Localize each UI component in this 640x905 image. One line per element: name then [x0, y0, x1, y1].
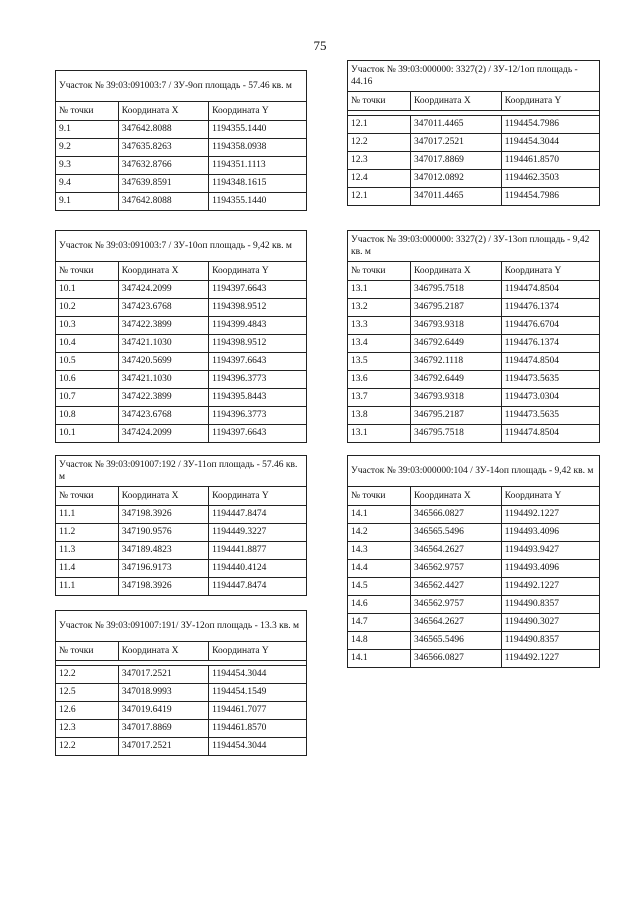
table-header-row [348, 92, 600, 111]
table-title: Участок № 39:03:091007:192 / ЗУ-11оп площадь - 57.46 кв. м [56, 456, 307, 487]
y-cell: 1194476.1374 [501, 299, 599, 317]
point-cell: 10.6 [56, 371, 119, 389]
table-row [56, 425, 307, 443]
table-row [56, 281, 307, 299]
table-row [56, 702, 307, 720]
table-row [56, 121, 307, 139]
x-cell: 346562.9757 [411, 560, 502, 578]
table-row [56, 175, 307, 193]
x-cell: 346792.6449 [411, 371, 502, 389]
x-cell: 347198.3926 [118, 578, 208, 596]
table-row [56, 389, 307, 407]
table-row [348, 542, 600, 560]
point-cell: 9.1 [56, 193, 119, 211]
y-cell: 1194454.1549 [209, 684, 307, 702]
x-cell: 346564.2627 [411, 614, 502, 632]
column-header-x: Координата X [411, 262, 502, 281]
y-cell: 1194493.9427 [501, 542, 599, 560]
y-cell: 1194396.3773 [209, 407, 307, 425]
plot-table-zu14 [347, 455, 600, 668]
table-row [56, 684, 307, 702]
table-row [348, 188, 600, 206]
y-cell: 1194462.3503 [501, 170, 599, 188]
x-cell: 347196.9173 [118, 560, 208, 578]
x-cell: 347422.3899 [118, 389, 208, 407]
plot-table-zu12-191 [55, 610, 307, 756]
y-cell: 1194454.3044 [501, 134, 599, 152]
column-header-y: Координата Y [501, 92, 599, 111]
y-cell: 1194476.6704 [501, 317, 599, 335]
table-row [348, 116, 600, 134]
x-cell: 347017.8869 [411, 152, 502, 170]
table-header-row [56, 487, 307, 506]
y-cell: 1194351.1113 [209, 157, 307, 175]
point-cell: 10.4 [56, 335, 119, 353]
x-cell: 347422.3899 [118, 317, 208, 335]
column-header-point: № точки [348, 92, 411, 111]
x-cell: 347635.8263 [118, 139, 208, 157]
table-row [56, 524, 307, 542]
y-cell: 1194358.0938 [209, 139, 307, 157]
column-header-point: № точки [56, 487, 119, 506]
y-cell: 1194398.9512 [209, 299, 307, 317]
plot-table-zu9 [55, 70, 307, 211]
y-cell: 1194440.4124 [209, 560, 307, 578]
point-cell: 14.6 [348, 596, 411, 614]
x-cell: 347017.2521 [118, 666, 208, 684]
y-cell: 1194398.9512 [209, 335, 307, 353]
point-cell: 9.2 [56, 139, 119, 157]
point-cell: 10.8 [56, 407, 119, 425]
table-title: Участок № 39:03:000000:104 / ЗУ-14оп площадь - 9,42 кв. м [348, 456, 600, 487]
y-cell: 1194474.8504 [501, 281, 599, 299]
x-cell: 347632.8766 [118, 157, 208, 175]
y-cell: 1194476.1374 [501, 335, 599, 353]
x-cell: 346565.5496 [411, 632, 502, 650]
x-cell: 347198.3926 [118, 506, 208, 524]
x-cell: 346562.4427 [411, 578, 502, 596]
column-header-point: № точки [56, 102, 119, 121]
y-cell: 1194474.8504 [501, 425, 599, 443]
table-row [56, 193, 307, 211]
y-cell: 1194492.1227 [501, 578, 599, 596]
point-cell: 12.4 [348, 170, 411, 188]
column-header-y: Координата Y [501, 487, 599, 506]
point-cell: 13.1 [348, 281, 411, 299]
point-cell: 10.7 [56, 389, 119, 407]
column-header-x: Координата X [118, 487, 208, 506]
table-row [348, 407, 600, 425]
point-cell: 11.2 [56, 524, 119, 542]
table-row [56, 542, 307, 560]
point-cell: 12.1 [348, 116, 411, 134]
point-cell: 9.3 [56, 157, 119, 175]
x-cell: 346795.7518 [411, 425, 502, 443]
x-cell: 347423.6768 [118, 407, 208, 425]
point-cell: 14.8 [348, 632, 411, 650]
x-cell: 347017.2521 [411, 134, 502, 152]
x-cell: 347420.5699 [118, 353, 208, 371]
point-cell: 10.2 [56, 299, 119, 317]
x-cell: 347019.6419 [118, 702, 208, 720]
y-cell: 1194355.1440 [209, 121, 307, 139]
column-header-y: Координата Y [209, 102, 307, 121]
point-cell: 12.2 [56, 666, 119, 684]
point-cell: 11.1 [56, 578, 119, 596]
plot-table-zu11 [55, 455, 307, 596]
table-row [348, 299, 600, 317]
table-header-row [56, 262, 307, 281]
table-header-row [56, 102, 307, 121]
x-cell: 346795.2187 [411, 407, 502, 425]
point-cell: 10.1 [56, 281, 119, 299]
x-cell: 346792.1118 [411, 353, 502, 371]
point-cell: 13.3 [348, 317, 411, 335]
page-number: 75 [313, 38, 327, 53]
x-cell: 346564.2627 [411, 542, 502, 560]
x-cell: 347011.4465 [411, 188, 502, 206]
x-cell: 346795.2187 [411, 299, 502, 317]
point-cell: 12.5 [56, 684, 119, 702]
column-header-x: Координата X [411, 92, 502, 111]
table-row [348, 317, 600, 335]
y-cell: 1194447.8474 [209, 578, 307, 596]
x-cell: 347642.8088 [118, 193, 208, 211]
y-cell: 1194461.8570 [209, 720, 307, 738]
table-title: Участок № 39:03:000000: 3327(2) / ЗУ-12/1оп площадь - 44.16 [348, 61, 600, 92]
point-cell: 14.3 [348, 542, 411, 560]
point-cell: 13.6 [348, 371, 411, 389]
point-cell: 14.5 [348, 578, 411, 596]
table-title: Участок № 39:03:091003:7 / ЗУ-9оп площадь - 57.46 кв. м [56, 71, 307, 102]
table-row [56, 720, 307, 738]
x-cell: 347018.9993 [118, 684, 208, 702]
table-row [348, 614, 600, 632]
x-cell: 346793.9318 [411, 389, 502, 407]
table-row [348, 650, 600, 668]
point-cell: 10.3 [56, 317, 119, 335]
x-cell: 347639.8591 [118, 175, 208, 193]
y-cell: 1194454.7986 [501, 188, 599, 206]
y-cell: 1194395.8443 [209, 389, 307, 407]
point-cell: 13.7 [348, 389, 411, 407]
x-cell: 347189.4823 [118, 542, 208, 560]
table-row [348, 170, 600, 188]
plot-table-zu10 [55, 230, 307, 443]
point-cell: 13.1 [348, 425, 411, 443]
column-header-x: Координата X [411, 487, 502, 506]
table-row [56, 666, 307, 684]
table-header-row [56, 642, 307, 661]
y-cell: 1194490.8357 [501, 632, 599, 650]
table-row [56, 371, 307, 389]
plot-table-zu13 [347, 230, 600, 443]
table-row [56, 738, 307, 756]
table-row [56, 317, 307, 335]
point-cell: 9.1 [56, 121, 119, 139]
x-cell: 346562.9757 [411, 596, 502, 614]
table-row [348, 578, 600, 596]
point-cell: 11.4 [56, 560, 119, 578]
table-title: Участок № 39:03:091003:7 / ЗУ-10оп площадь - 9,42 кв. м [56, 231, 307, 262]
table-row [348, 152, 600, 170]
x-cell: 346793.9318 [411, 317, 502, 335]
table-row [56, 578, 307, 596]
x-cell: 346566.0827 [411, 506, 502, 524]
table-row [348, 353, 600, 371]
x-cell: 346795.7518 [411, 281, 502, 299]
table-row [348, 560, 600, 578]
table-row [348, 632, 600, 650]
y-cell: 1194473.0304 [501, 389, 599, 407]
point-cell: 13.4 [348, 335, 411, 353]
table-row [56, 139, 307, 157]
column-header-y: Координата Y [501, 262, 599, 281]
x-cell: 347017.8869 [118, 720, 208, 738]
y-cell: 1194474.8504 [501, 353, 599, 371]
x-cell: 346792.6449 [411, 335, 502, 353]
column-header-y: Координата Y [209, 262, 307, 281]
column-header-x: Координата X [118, 262, 208, 281]
point-cell: 9.4 [56, 175, 119, 193]
y-cell: 1194397.6643 [209, 281, 307, 299]
y-cell: 1194399.4843 [209, 317, 307, 335]
point-cell: 12.3 [56, 720, 119, 738]
table-row [348, 506, 600, 524]
y-cell: 1194449.3227 [209, 524, 307, 542]
table-row [56, 560, 307, 578]
column-header-point: № точки [348, 487, 411, 506]
y-cell: 1194493.4096 [501, 560, 599, 578]
table-row [348, 335, 600, 353]
x-cell: 346565.5496 [411, 524, 502, 542]
plot-table-zu12-1op [347, 60, 600, 206]
x-cell: 347424.2099 [118, 425, 208, 443]
table-title: Участок № 39:03:000000: 3327(2) / ЗУ-13оп площадь - 9,42 кв. м [348, 231, 600, 262]
table-row [348, 524, 600, 542]
point-cell: 14.2 [348, 524, 411, 542]
point-cell: 11.1 [56, 506, 119, 524]
y-cell: 1194461.7077 [209, 702, 307, 720]
point-cell: 12.1 [348, 188, 411, 206]
point-cell: 14.4 [348, 560, 411, 578]
table-row [348, 425, 600, 443]
point-cell: 13.2 [348, 299, 411, 317]
y-cell: 1194454.7986 [501, 116, 599, 134]
x-cell: 346566.0827 [411, 650, 502, 668]
table-row [348, 596, 600, 614]
x-cell: 347011.4465 [411, 116, 502, 134]
point-cell: 12.6 [56, 702, 119, 720]
x-cell: 347423.6768 [118, 299, 208, 317]
table-header-row [348, 262, 600, 281]
column-header-point: № точки [56, 642, 119, 661]
y-cell: 1194473.5635 [501, 407, 599, 425]
table-row [56, 335, 307, 353]
y-cell: 1194490.8357 [501, 596, 599, 614]
column-header-point: № точки [348, 262, 411, 281]
y-cell: 1194441.8877 [209, 542, 307, 560]
x-cell: 347421.1030 [118, 335, 208, 353]
table-row [348, 134, 600, 152]
table-row [56, 353, 307, 371]
x-cell: 347012.0892 [411, 170, 502, 188]
column-header-x: Координата X [118, 102, 208, 121]
y-cell: 1194396.3773 [209, 371, 307, 389]
x-cell: 347190.9576 [118, 524, 208, 542]
x-cell: 347642.8088 [118, 121, 208, 139]
point-cell: 13.5 [348, 353, 411, 371]
y-cell: 1194492.1227 [501, 506, 599, 524]
point-cell: 14.1 [348, 650, 411, 668]
table-row [348, 281, 600, 299]
table-row [348, 389, 600, 407]
table-header-row [348, 487, 600, 506]
y-cell: 1194447.8474 [209, 506, 307, 524]
y-cell: 1194490.3027 [501, 614, 599, 632]
point-cell: 13.8 [348, 407, 411, 425]
column-header-x: Координата X [118, 642, 208, 661]
y-cell: 1194355.1440 [209, 193, 307, 211]
column-header-point: № точки [56, 262, 119, 281]
y-cell: 1194492.1227 [501, 650, 599, 668]
point-cell: 12.2 [56, 738, 119, 756]
point-cell: 10.1 [56, 425, 119, 443]
point-cell: 14.7 [348, 614, 411, 632]
column-header-y: Координата Y [209, 487, 307, 506]
y-cell: 1194454.3044 [209, 666, 307, 684]
table-row [56, 407, 307, 425]
column-header-y: Координата Y [209, 642, 307, 661]
y-cell: 1194473.5635 [501, 371, 599, 389]
table-row [348, 371, 600, 389]
point-cell: 10.5 [56, 353, 119, 371]
y-cell: 1194397.6643 [209, 425, 307, 443]
point-cell: 12.2 [348, 134, 411, 152]
table-row [56, 506, 307, 524]
y-cell: 1194348.1615 [209, 175, 307, 193]
x-cell: 347424.2099 [118, 281, 208, 299]
y-cell: 1194454.3044 [209, 738, 307, 756]
table-row [56, 157, 307, 175]
point-cell: 14.1 [348, 506, 411, 524]
y-cell: 1194397.6643 [209, 353, 307, 371]
x-cell: 347421.1030 [118, 371, 208, 389]
point-cell: 12.3 [348, 152, 411, 170]
table-row [56, 299, 307, 317]
table-title: Участок № 39:03:091007:191/ ЗУ-12оп площадь - 13.3 кв. м [56, 611, 307, 642]
point-cell: 11.3 [56, 542, 119, 560]
y-cell: 1194493.4096 [501, 524, 599, 542]
y-cell: 1194461.8570 [501, 152, 599, 170]
x-cell: 347017.2521 [118, 738, 208, 756]
